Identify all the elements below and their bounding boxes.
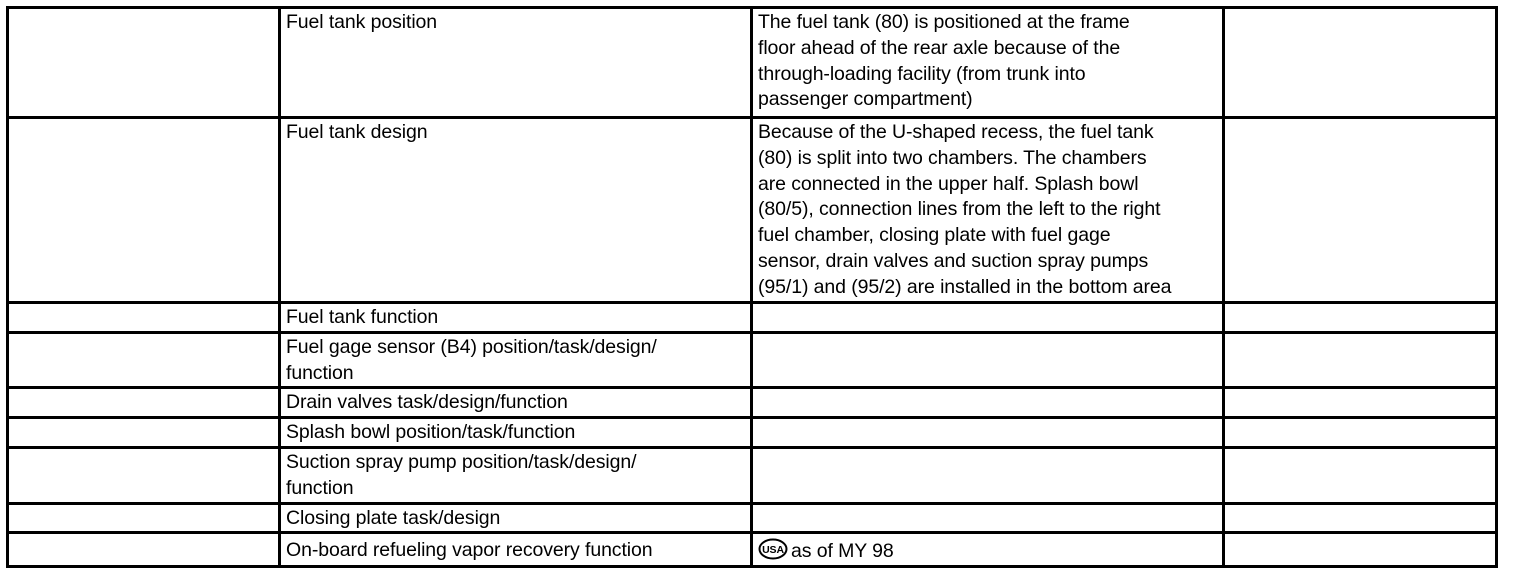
empty-cell [1224,418,1497,448]
description-line: through-loading facility (from trunk into [758,62,1086,85]
description-cell [752,447,1224,503]
topic-cell [280,418,752,448]
description-line: fuel chamber, closing plate with fuel gage [758,224,1111,247]
table-row [8,303,1497,333]
empty-cell [8,8,280,118]
topic-text: Drain valves task/design/function [286,391,568,414]
empty-cell [8,503,280,533]
topic-cell [280,447,752,503]
topic-cell [280,388,752,418]
table-row [8,8,1497,118]
topic-text: Splash bowl position/task/function [286,421,576,444]
empty-cell [8,447,280,503]
topic-cell [280,533,752,567]
topic-text: Fuel tank design [286,121,428,143]
description-cell [752,418,1224,448]
topic-text: On-board refueling vapor recovery function [286,539,653,562]
usa-badge-label: USA [762,544,784,557]
description-text: as of MY 98 [791,540,894,563]
description-cell [752,303,1224,333]
table-row [8,503,1497,533]
description-line: passenger compartment) [758,88,973,111]
description-cell [752,118,1224,303]
topic-cell [280,118,752,303]
description-line: (95/1) and (95/2) are installed in the bottom area [758,275,1172,298]
topic-line: function [286,361,354,384]
usa-badge-icon [758,538,788,560]
empty-cell [1224,303,1497,333]
empty-cell [1224,503,1497,533]
empty-cell [8,332,280,388]
empty-cell [1224,118,1497,303]
topic-cell [280,8,752,118]
topic-cell [280,303,752,333]
description-line: Because of the U-shaped recess, the fuel tank [758,121,1154,143]
description-line: floor ahead of the rear axle because of the [758,36,1121,59]
table-row [8,118,1497,303]
empty-cell [1224,388,1497,418]
empty-cell [1224,8,1497,118]
description-cell [752,388,1224,418]
description-line: (80) is split into two chambers. The chambers [758,146,1147,169]
topic-cell [280,332,752,388]
description-cell [752,8,1224,118]
empty-cell [1224,447,1497,503]
topic-line: function [286,476,354,499]
topic-line: Fuel gage sensor (B4) position/task/design/ [286,335,657,358]
empty-cell [8,388,280,418]
empty-cell [1224,533,1497,567]
empty-cell [8,533,280,567]
table-row [8,418,1497,448]
description-cell [752,533,1224,567]
empty-cell [8,418,280,448]
description-cell [752,503,1224,533]
empty-cell [1224,332,1497,388]
topic-text: Fuel tank function [286,306,439,328]
description-line: are connected in the upper half. Splash bowl [758,172,1139,195]
empty-cell [8,303,280,333]
description-line: The fuel tank (80) is positioned at the frame [758,11,1130,33]
table-row [8,332,1497,388]
table-row [8,388,1497,418]
topic-line: Suction spray pump position/task/design/ [286,450,637,473]
description-cell [752,332,1224,388]
description-line: sensor, drain valves and suction spray pumps [758,249,1149,272]
table-row [8,533,1497,567]
topic-cell [280,503,752,533]
fuel-system-table [6,6,1498,568]
description-line: (80/5), connection lines from the left to the right [758,198,1161,221]
topic-text: Fuel tank position [286,11,438,33]
table-row [8,447,1497,503]
empty-cell [8,118,280,303]
topic-text: Closing plate task/design [286,506,501,529]
